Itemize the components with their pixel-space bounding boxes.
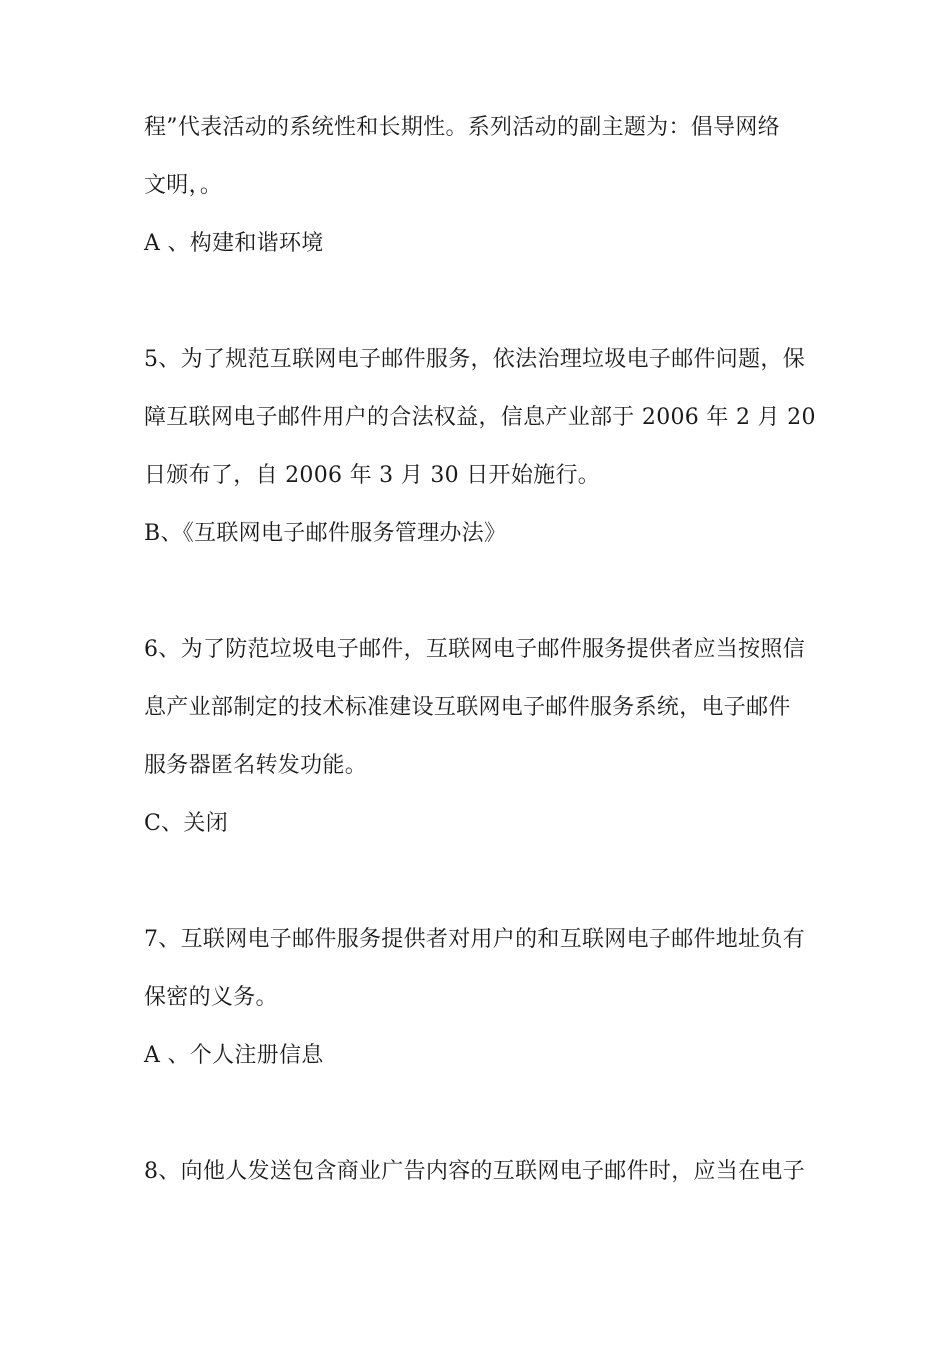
question-7-line-2: 保密的义务。 [144, 985, 278, 1010]
question-6-line-2: 息产业部制定的技术标准建设互联网电子邮件服务系统，电子邮件 [144, 695, 791, 720]
question-8-line-1: 8、向他人发送包含商业广告内容的互联网电子邮件时，应当在电子 [144, 1159, 805, 1184]
answer-6: C、关闭 [144, 811, 229, 836]
question-5-line-2: 障互联网电子邮件用户的合法权益，信息产业部于 2006 年 2 月 20 [144, 405, 816, 430]
answer-5: B、《互联网电子邮件服务管理办法》 [144, 521, 507, 546]
question-6-line-3: 服务器匿名转发功能。 [144, 753, 368, 778]
question-4-line-1: 程”代表活动的系统性和长期性。系列活动的副主题为：倡导网络 [144, 115, 780, 140]
question-5-line-3: 日颁布了，自 2006 年 3 月 30 日开始施行。 [144, 463, 601, 488]
question-4-line-2: 文明，。 [144, 173, 223, 198]
question-5-line-1: 5、为了规范互联网电子邮件服务，依法治理垃圾电子邮件问题，保 [144, 347, 805, 372]
answer-7: A 、个人注册信息 [144, 1043, 324, 1068]
question-6-line-1: 6、为了防范垃圾电子邮件，互联网电子邮件服务提供者应当按照信 [144, 637, 805, 662]
question-7-line-1: 7、互联网电子邮件服务提供者对用户的和互联网电子邮件地址负有 [144, 927, 805, 952]
answer-4: A 、构建和谐环境 [144, 231, 324, 256]
